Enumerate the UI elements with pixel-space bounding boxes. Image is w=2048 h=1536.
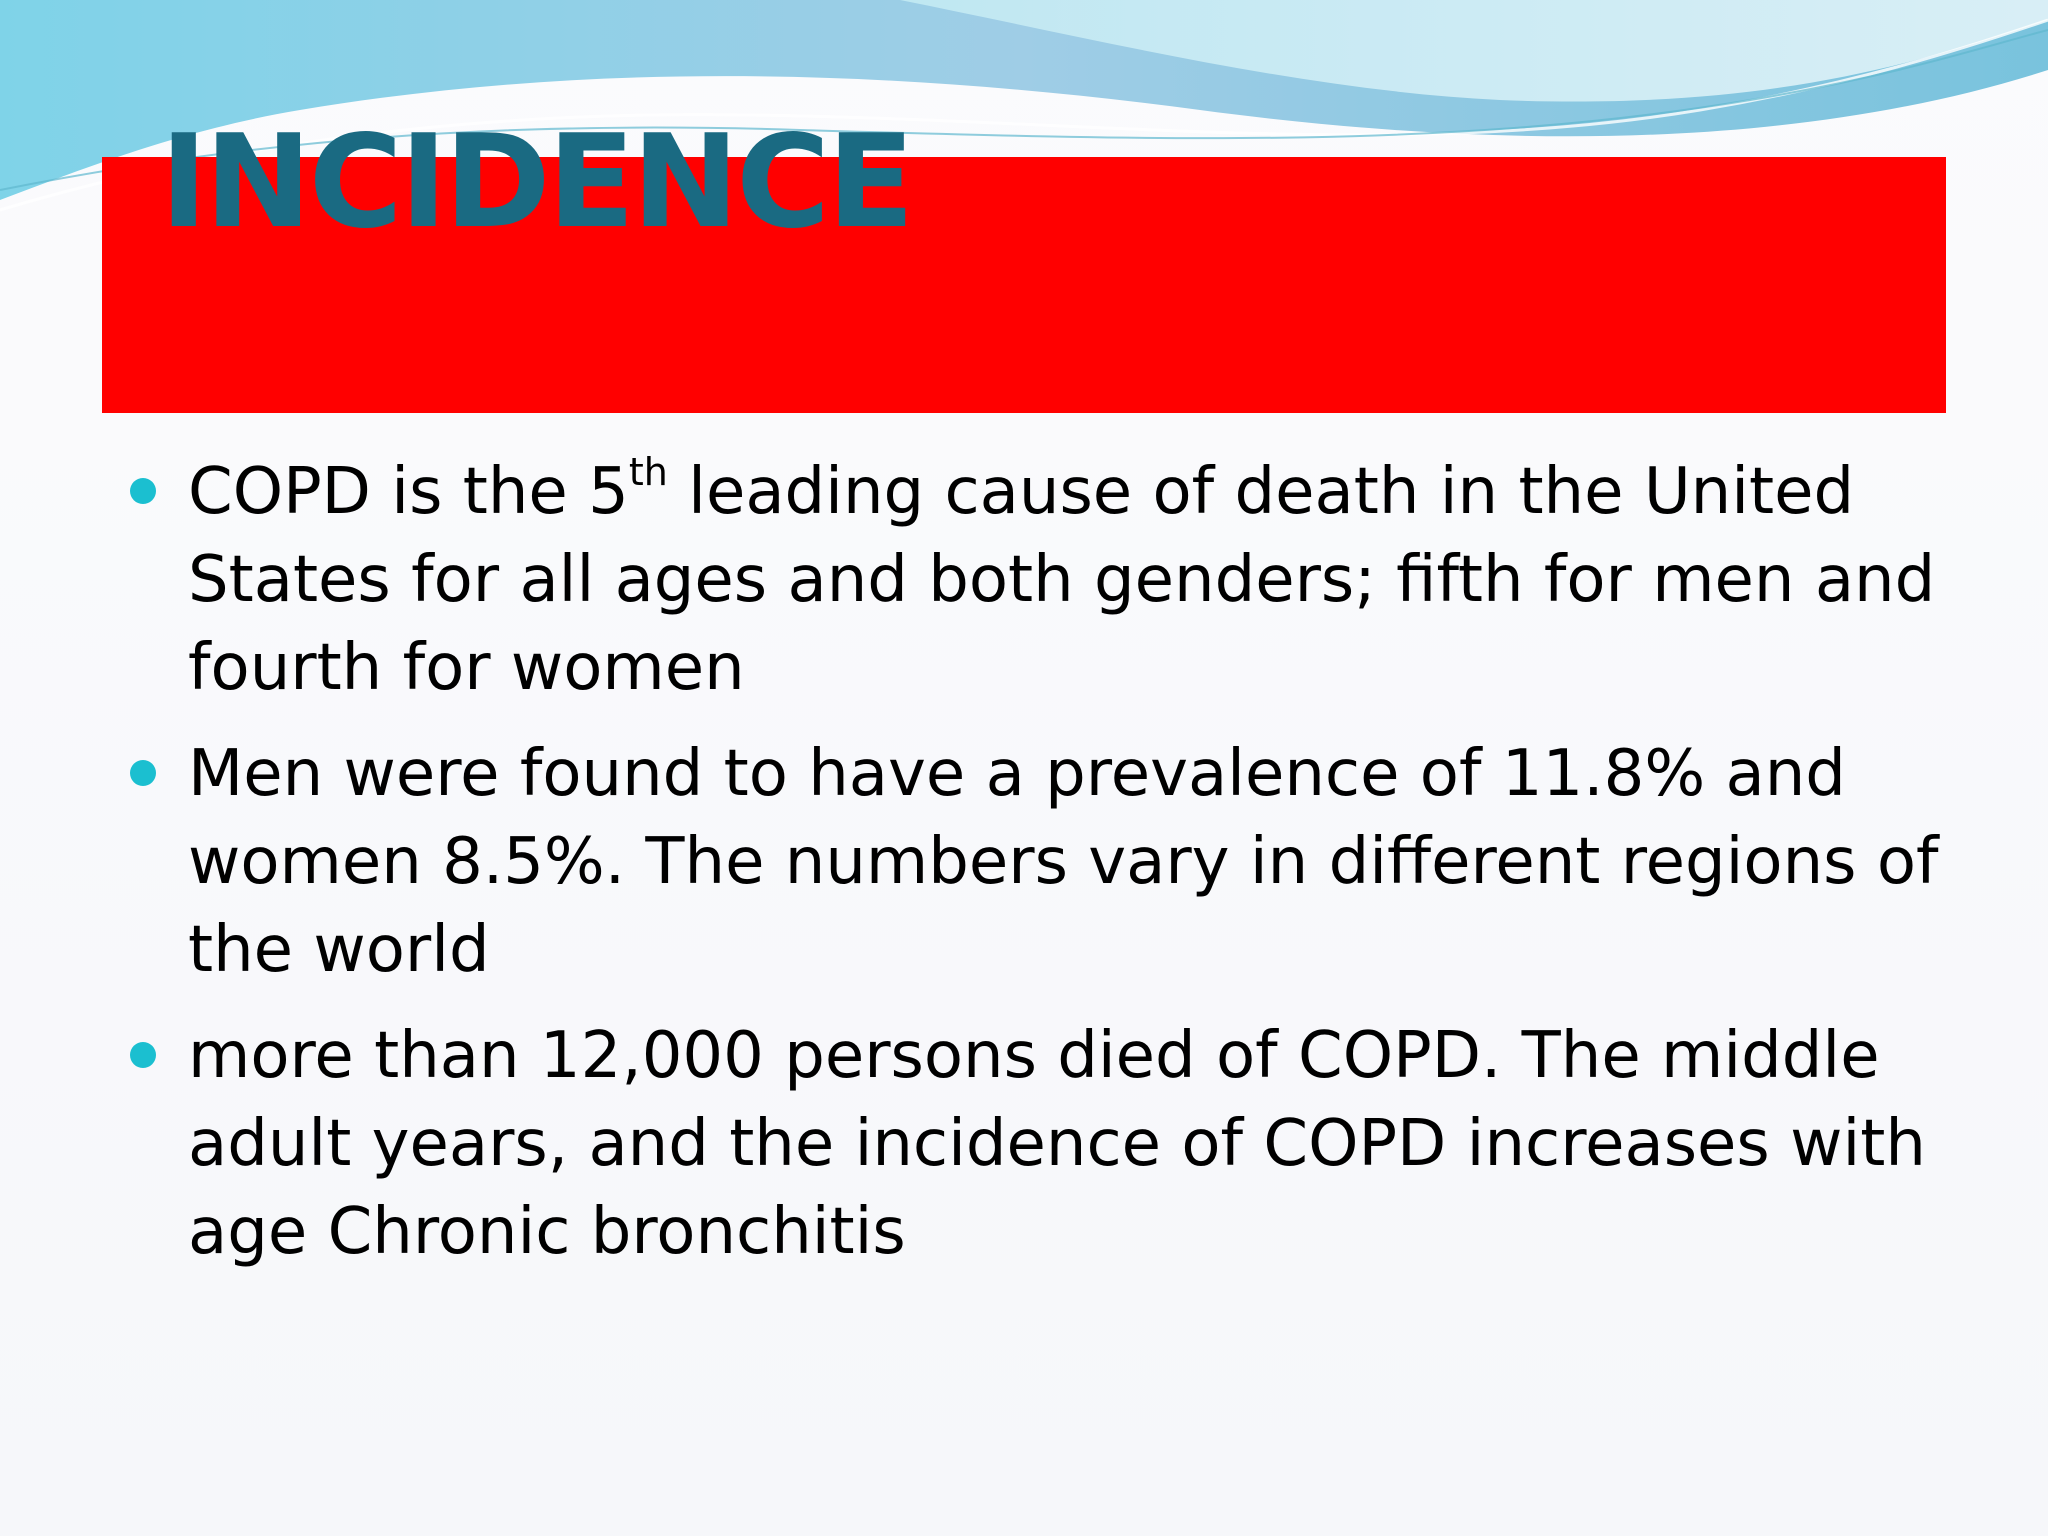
bullet-text: Men were found to have a prevalence of 11.8% and women 8.5%. The numbers vary in different regions of the world — [188, 737, 1939, 987]
slide-title: INCIDENCE — [160, 108, 912, 257]
bullet-superscript: th — [628, 450, 668, 494]
bullet-list — [130, 448, 1940, 1294]
bullet-dot-icon — [130, 478, 156, 504]
bullet-item — [130, 730, 1940, 994]
bullet-text-before: COPD is the 5 — [188, 455, 629, 529]
bullet-text: more than 12,000 persons died of COPD. The middle adult years, and the incidence of COPD increases with age Chronic bronchitis — [188, 1019, 1926, 1269]
bullet-dot-icon — [130, 760, 156, 786]
bullet-text-after: leading cause of death in the United States for all ages and both genders; fifth for men and fourth for women — [188, 455, 1936, 705]
bullet-dot-icon — [130, 1042, 156, 1068]
bullet-item — [130, 448, 1940, 712]
bullet-item — [130, 1012, 1940, 1276]
